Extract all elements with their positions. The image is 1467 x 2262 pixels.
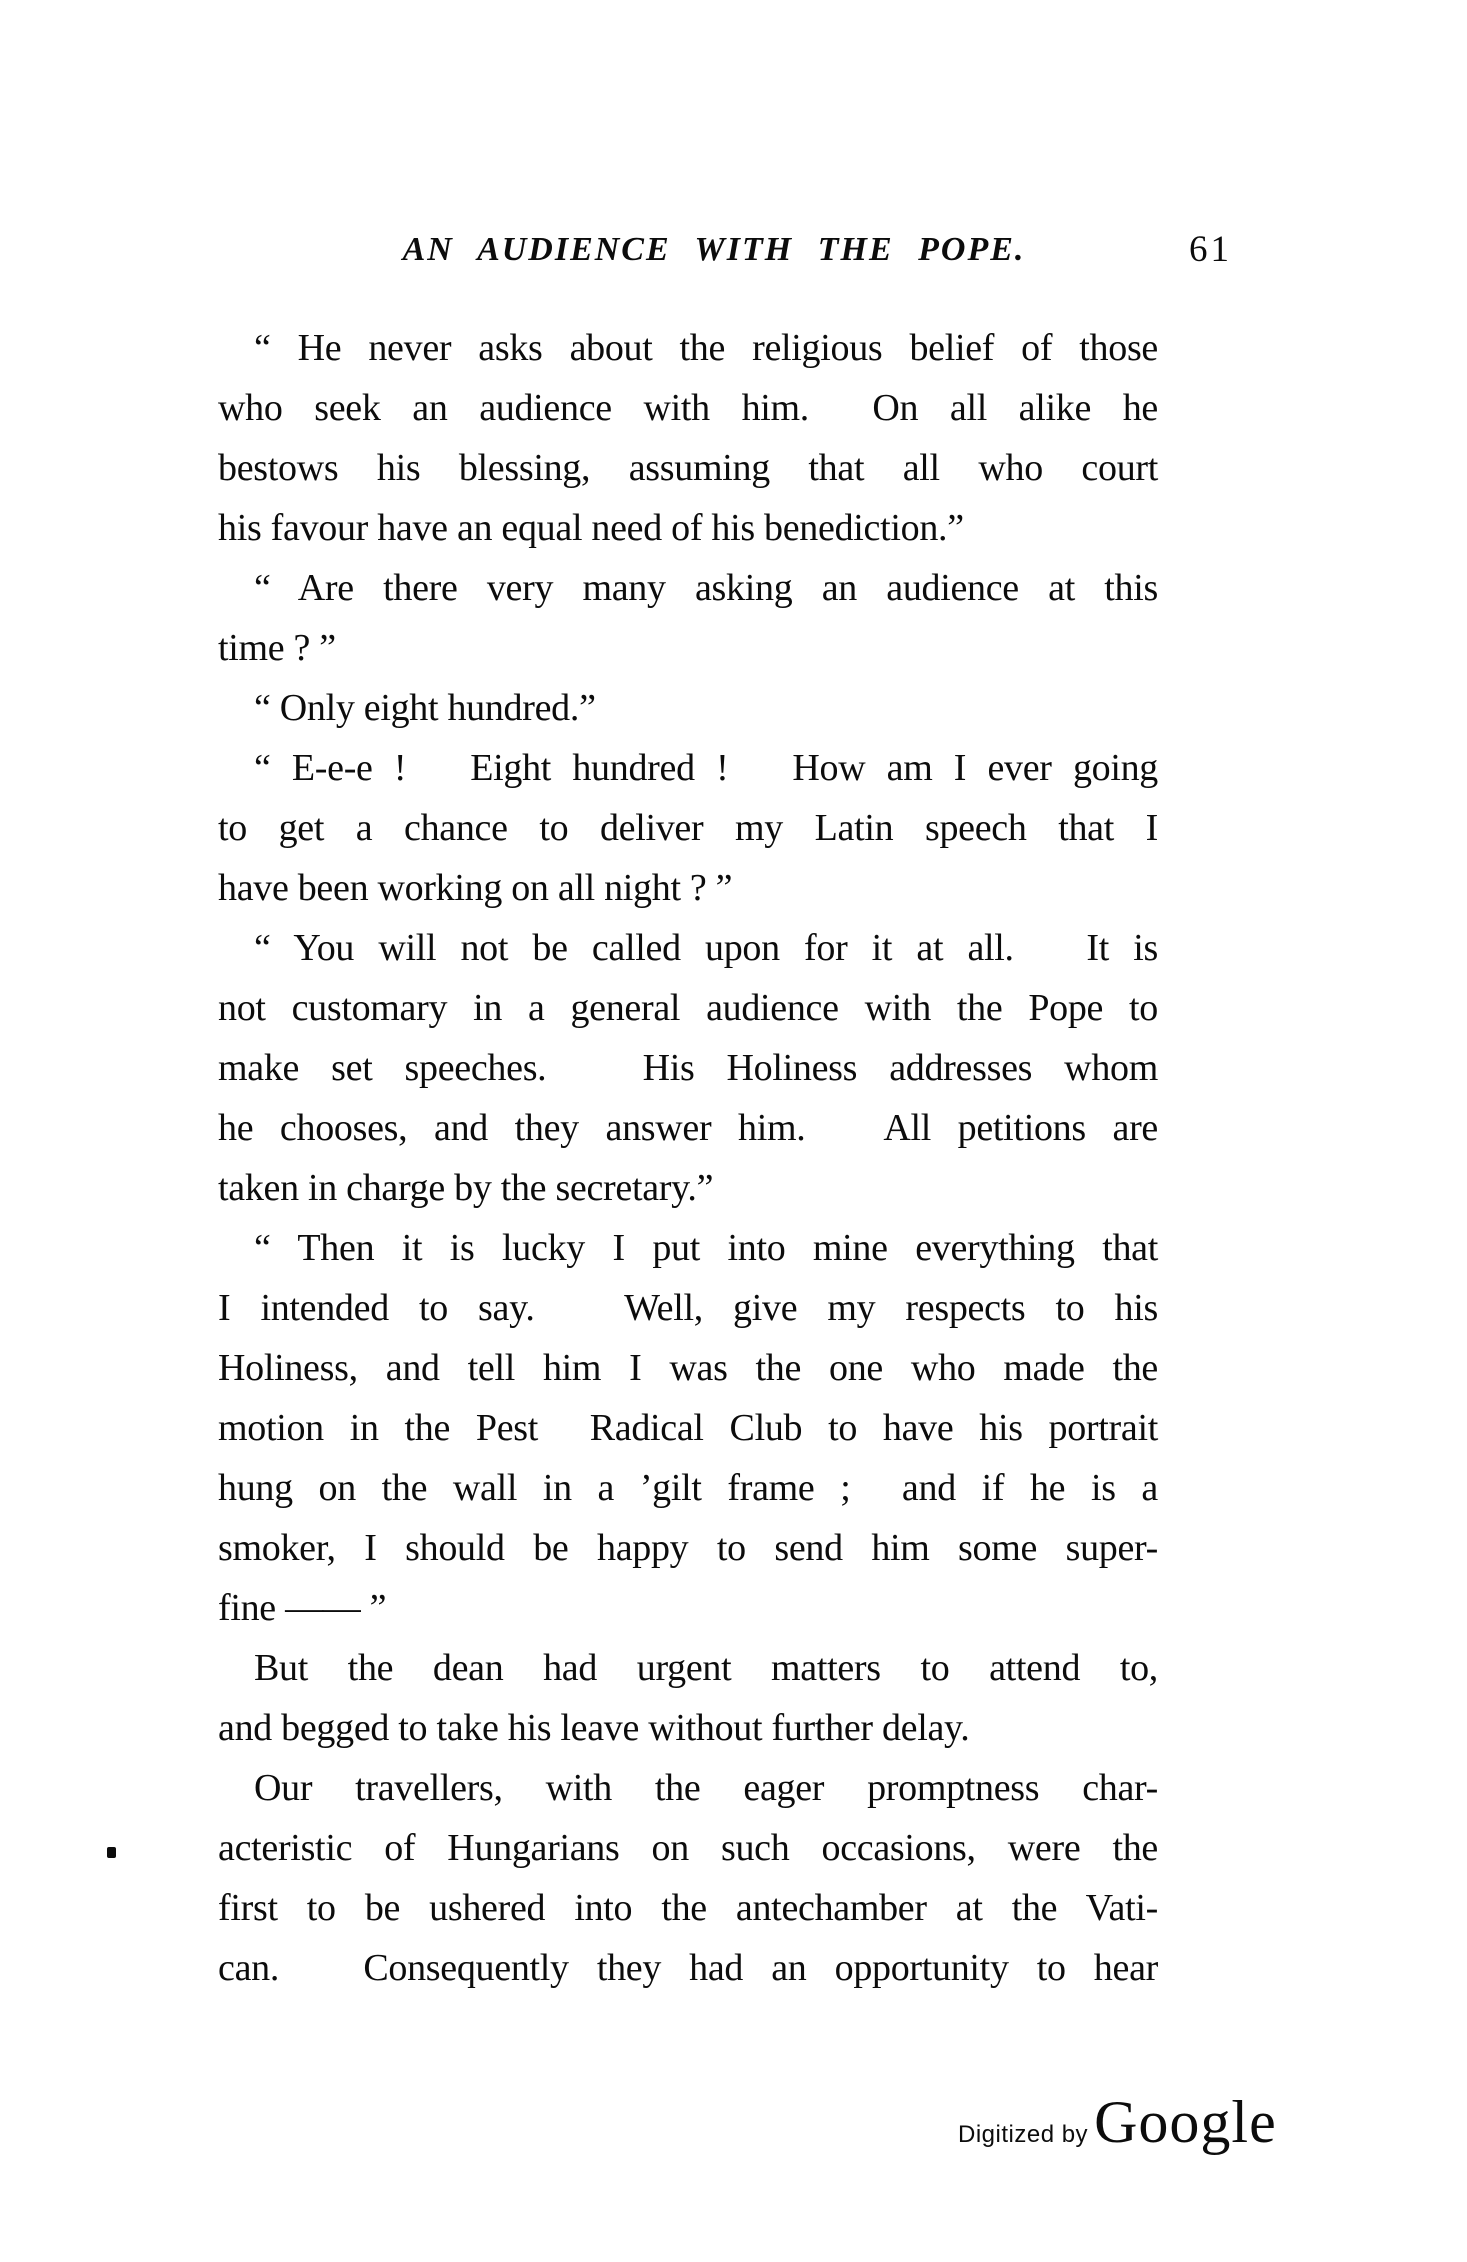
text-line: “ E-e-e ! Eight hundred ! How am I ever going xyxy=(254,747,1158,789)
text-line: I intended to say. Well, give my respects to his xyxy=(218,1287,1158,1329)
running-header-title: AN AUDIENCE WITH THE POPE. xyxy=(402,231,1026,268)
text-line: motion in the Pest Radical Club to have his portrait xyxy=(218,1407,1158,1449)
text-line: who seek an audience with him. On all alike he xyxy=(218,387,1158,429)
digitization-credit xyxy=(958,2088,1277,2157)
text-line: bestows his blessing, assuming that all who court xyxy=(218,447,1158,489)
text-line: hung on the wall in a ’gilt frame ; and if he is a xyxy=(218,1467,1158,1509)
text-line: first to be ushered into the antechamber at the Vati- xyxy=(218,1887,1158,1929)
google-logo: Google xyxy=(1094,2089,1277,2155)
text-line: he chooses, and they answer him. All petitions are xyxy=(218,1107,1158,1149)
text-line: taken in charge by the secretary.” xyxy=(218,1167,714,1209)
text-line: Our travellers, with the eager promptness char- xyxy=(254,1767,1158,1809)
text-line: “ Then it is lucky I put into mine everything that xyxy=(254,1227,1158,1269)
text-line: his favour have an equal need of his benediction.” xyxy=(218,507,964,549)
ink-speck xyxy=(107,1847,116,1858)
text-line: make set speeches. His Holiness addresses whom xyxy=(218,1047,1158,1089)
text-line: and begged to take his leave without further delay. xyxy=(218,1707,970,1749)
text-line: smoker, I should be happy to send him some super- xyxy=(218,1527,1158,1569)
text-line: have been working on all night ? ” xyxy=(218,867,733,909)
text-line: time ? ” xyxy=(218,627,336,669)
text-line: acteristic of Hungarians on such occasions, were the xyxy=(218,1827,1158,1869)
text-line: can. Consequently they had an opportunity to hear xyxy=(218,1947,1158,1989)
text-line: “ Are there very many asking an audience at this xyxy=(254,567,1158,609)
text-line: “ You will not be called upon for it at all. It is xyxy=(254,927,1158,969)
digitized-by-label: Digitized by xyxy=(958,2121,1089,2148)
running-header xyxy=(218,226,1232,274)
page-number: 61 xyxy=(1189,229,1232,270)
text-line: fine —— ” xyxy=(218,1587,387,1629)
text-line: Holiness, and tell him I was the one who made the xyxy=(218,1347,1158,1389)
text-line: to get a chance to deliver my Latin speech that I xyxy=(218,807,1158,849)
text-line: “ Only eight hundred.” xyxy=(254,687,596,729)
page-body-text xyxy=(218,318,1158,1998)
text-line: not customary in a general audience with the Pope to xyxy=(218,987,1158,1029)
text-line: But the dean had urgent matters to attend to, xyxy=(254,1647,1158,1689)
text-line: “ He never asks about the religious belief of those xyxy=(254,327,1158,369)
